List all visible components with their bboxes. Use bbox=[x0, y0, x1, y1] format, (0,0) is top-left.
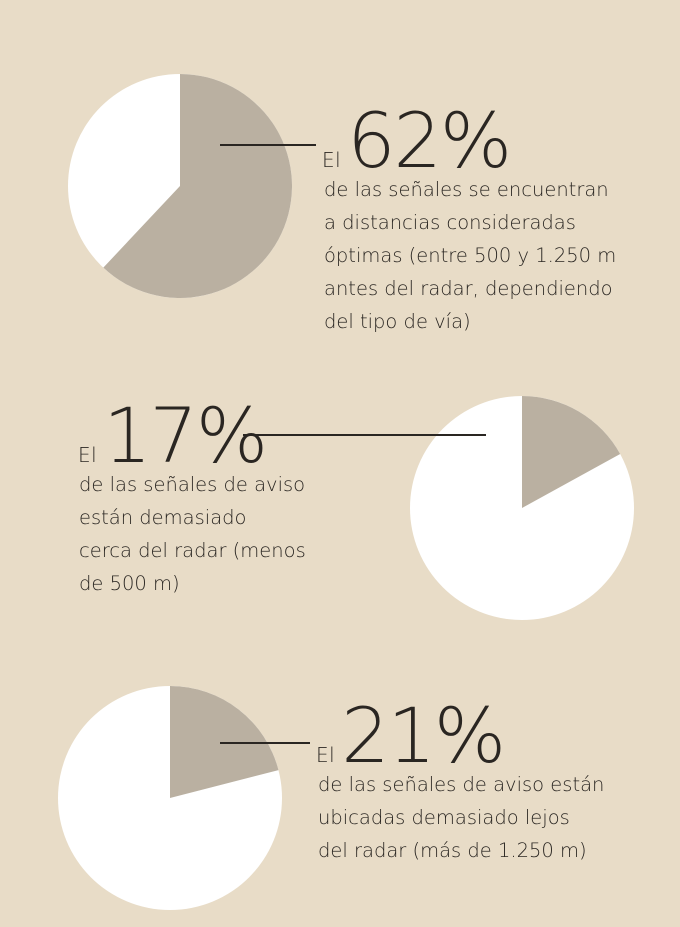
stat-1-line: del tipo de vía) bbox=[324, 310, 471, 333]
stat-1-line: antes del radar, dependiendo bbox=[324, 277, 613, 300]
stat-1-line: óptimas (entre 500 y 1.250 m bbox=[324, 244, 617, 267]
pie-3-leader-line bbox=[220, 742, 310, 744]
stat-3-prefix: El bbox=[316, 743, 336, 767]
stat-2 bbox=[78, 391, 267, 480]
stat-1 bbox=[322, 96, 511, 185]
pie-1-leader-line bbox=[220, 144, 316, 146]
stat-2-prefix: El bbox=[78, 443, 98, 467]
stat-3-description bbox=[318, 768, 604, 867]
stat-3-line: ubicadas demasiado lejos bbox=[318, 806, 570, 829]
stat-3-percentage: 21% bbox=[341, 691, 505, 780]
pie-chart-1 bbox=[68, 74, 292, 298]
pie-2-leader-line bbox=[243, 434, 486, 436]
stat-2-line: están demasiado bbox=[79, 506, 247, 529]
stat-2-line: cerca del radar (menos bbox=[79, 539, 306, 562]
stat-1-description bbox=[324, 173, 616, 338]
pie-chart-2 bbox=[410, 396, 634, 620]
stat-1-percentage: 62% bbox=[347, 96, 511, 185]
stat-3-line: de las señales de aviso están bbox=[318, 773, 605, 796]
stat-3 bbox=[316, 691, 505, 780]
stat-2-line: de 500 m) bbox=[79, 572, 180, 595]
pie-chart-3 bbox=[58, 686, 282, 910]
stat-3-line: del radar (más de 1.250 m) bbox=[318, 839, 587, 862]
stat-1-prefix: El bbox=[322, 148, 342, 172]
stat-1-line: a distancias consideradas bbox=[324, 211, 576, 234]
stat-2-line: de las señales de aviso bbox=[79, 473, 306, 496]
stat-2-description bbox=[79, 468, 306, 600]
stat-2-percentage: 17% bbox=[103, 391, 267, 480]
stat-1-line: de las señales se encuentran bbox=[324, 178, 609, 201]
